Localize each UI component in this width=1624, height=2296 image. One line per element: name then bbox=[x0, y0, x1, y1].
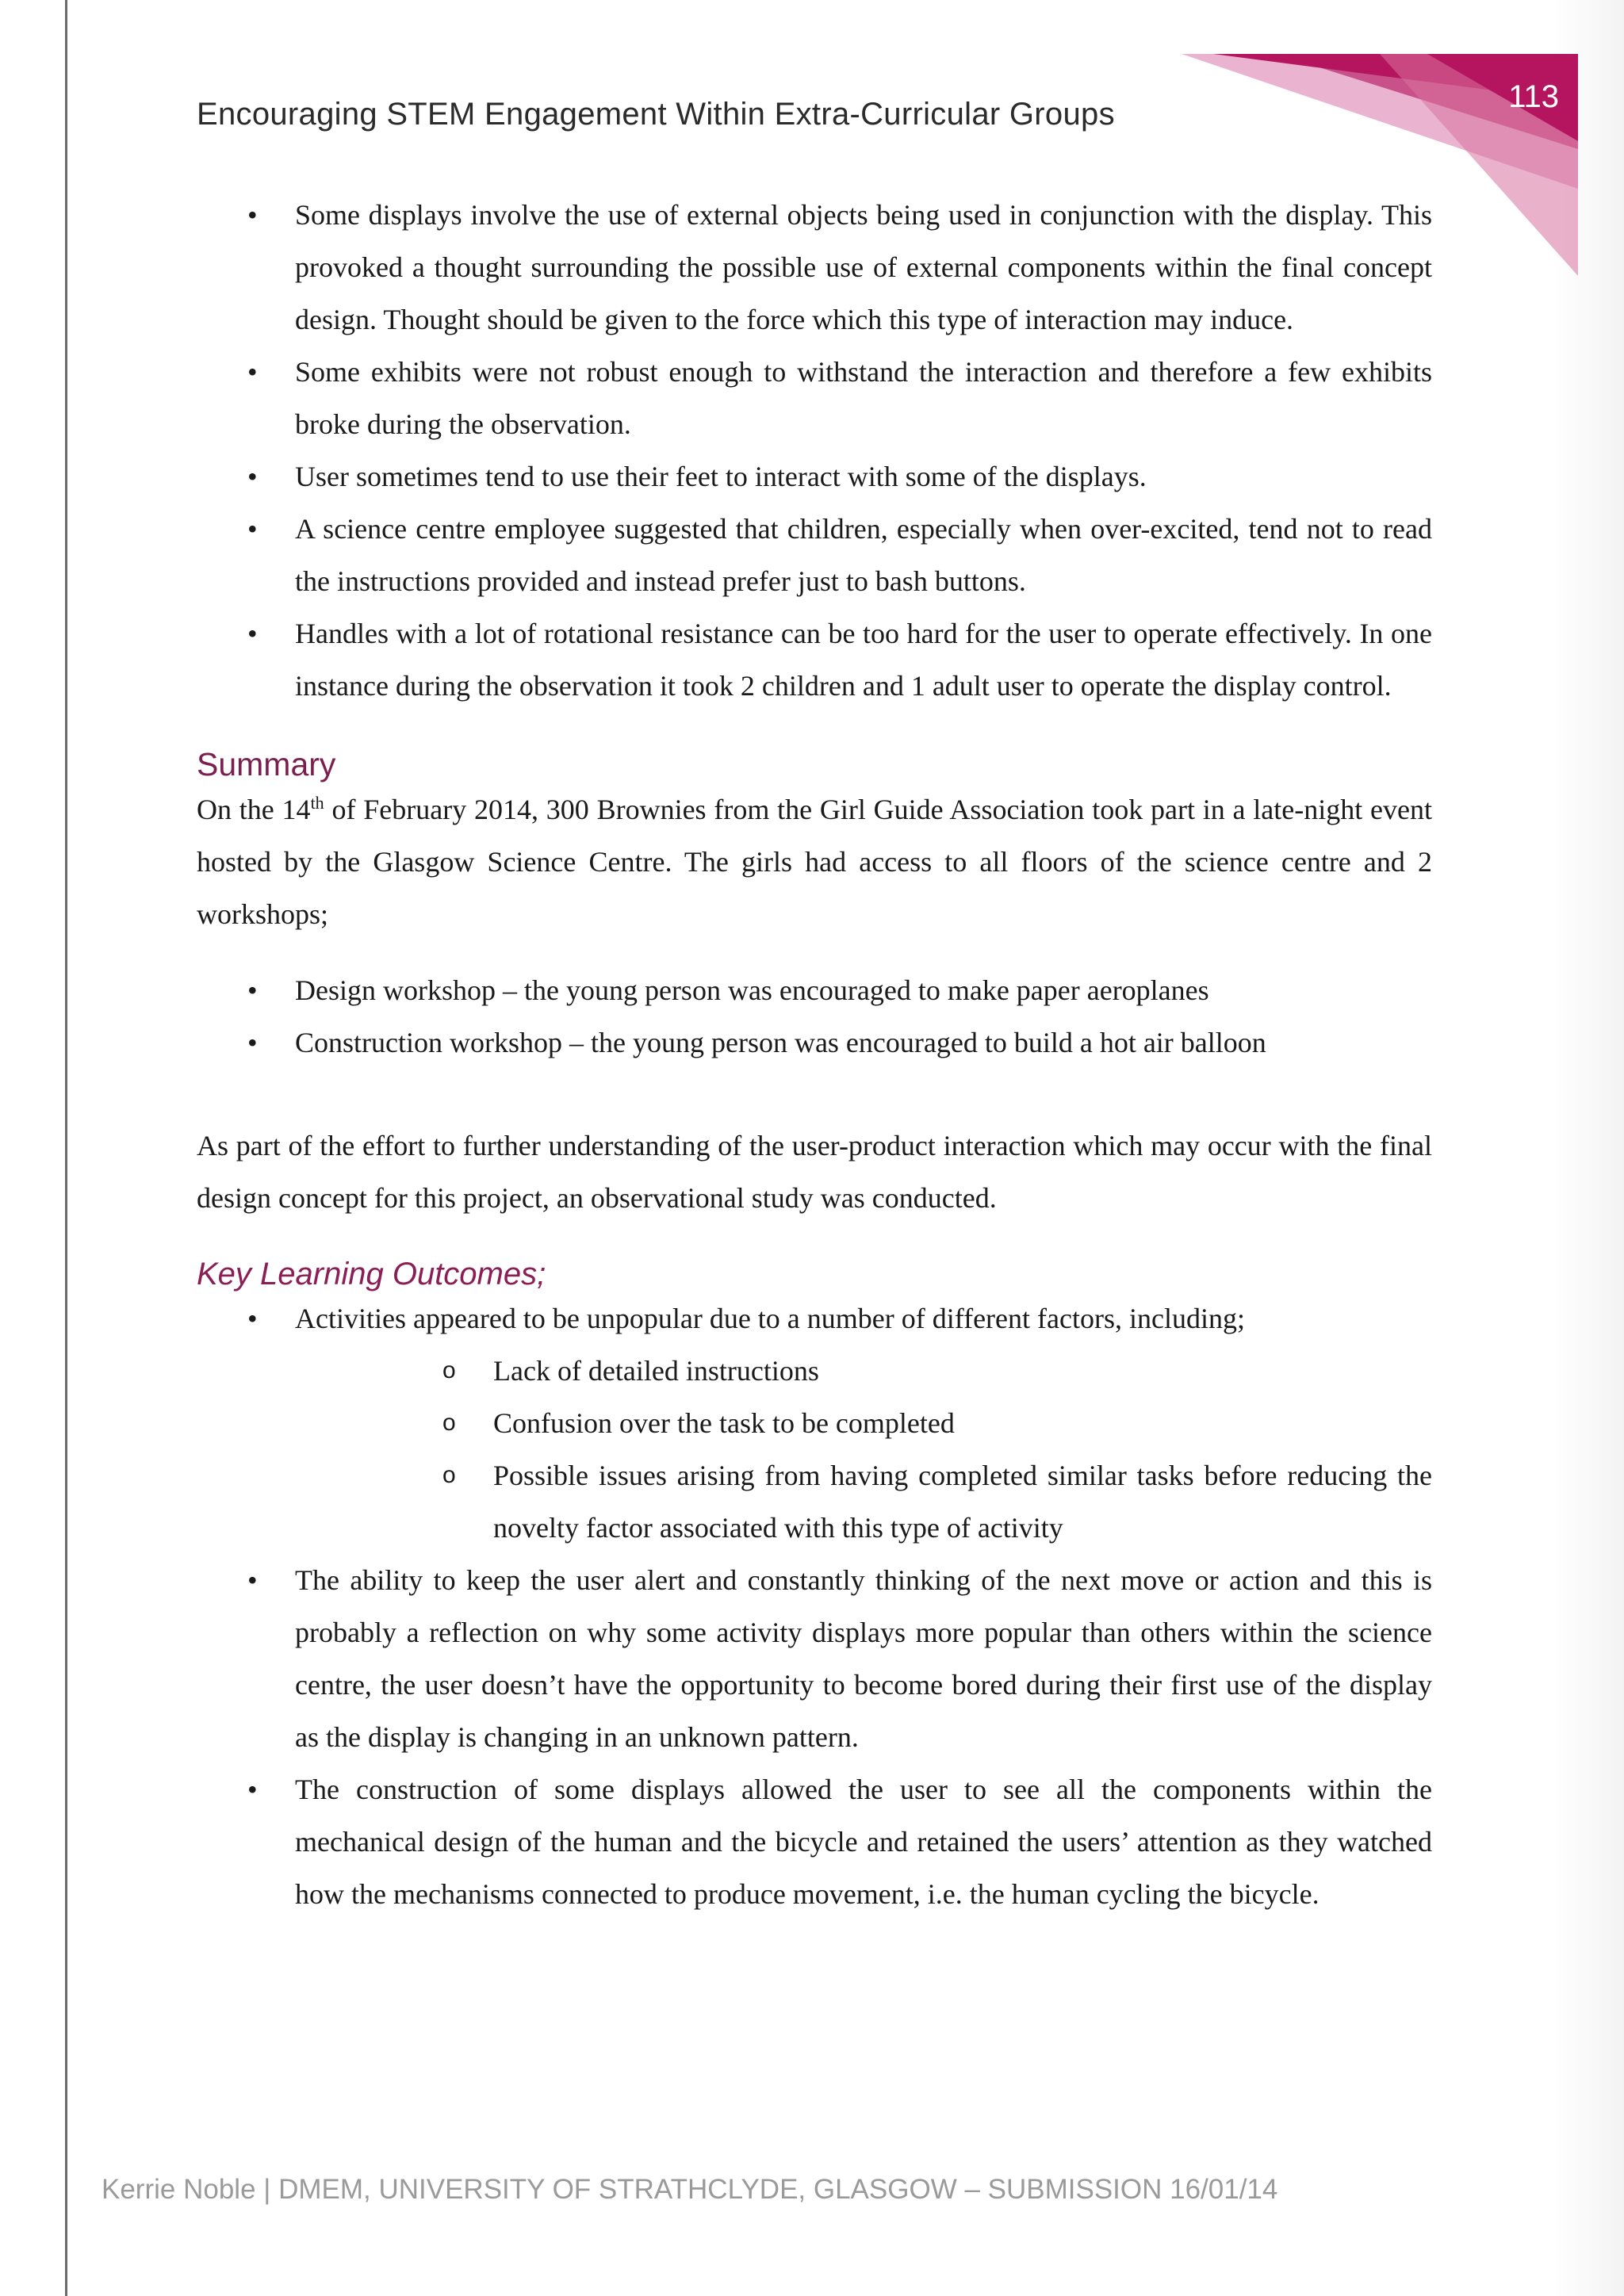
list-item: • User sometimes tend to use their feet to interact with some of the displays. bbox=[197, 450, 1432, 503]
study-paragraph: As part of the effort to further understanding of the user-product interaction which may occur with the final design concept for this project, an observational study was conducted. bbox=[197, 1130, 1432, 1214]
list-item bbox=[197, 1292, 1432, 1554]
ordinal-suffix: th bbox=[310, 793, 324, 813]
sub-list-item: o Lack of detailed instructions bbox=[295, 1345, 1432, 1397]
intro-text-rest: of February 2014, 300 Brownies from the Girl Guide Association took part in a late-night event hosted by the Glasgow Science Centre. The girls had access to all floors of the science centre and 2 workshops; bbox=[197, 794, 1433, 930]
list-item: • Construction workshop – the young person was encouraged to build a hot air balloon bbox=[197, 1016, 1432, 1069]
summary-intro-paragraph bbox=[197, 783, 1432, 940]
page-footer: Kerrie Noble | DMEM, UNIVERSITY OF STRATHCLYDE, GLASGOW – SUBMISSION 16/01/14 bbox=[102, 2174, 1278, 2205]
left-margin-rule bbox=[65, 0, 67, 2296]
sub-list-item: o Possible issues arising from having completed similar tasks before reducing the novelty factor associated with this type of activity bbox=[295, 1449, 1432, 1554]
observation-bullet-list bbox=[197, 189, 1432, 712]
list-item: • Handles with a lot of rotational resistance can be too hard for the user to operate effectively. In one instance during the observation it took 2 children and 1 adult user to operate the display control. bbox=[197, 607, 1432, 712]
key-learning-list bbox=[197, 1292, 1432, 1920]
intro-text-start: On the 14 bbox=[197, 794, 311, 825]
list-item: • The ability to keep the user alert and constantly thinking of the next move or action and this is probably a reflection on why some activity displays more popular than others within the science centre, the user doesn’t have the opportunity to become bored during their first use of the display as the display is changing in an unknown pattern. bbox=[197, 1554, 1432, 1763]
list-item: • Some displays involve the use of external objects being used in conjunction with the display. This provoked a thought surrounding the possible use of external components within the final concept design. Thought should be given to the force which this type of interaction may induce. bbox=[197, 189, 1432, 346]
summary-heading: Summary bbox=[197, 746, 336, 783]
list-item: • A science centre employee suggested that children, especially when over-excited, tend not to read the instructions provided and instead prefer just to bash buttons. bbox=[197, 503, 1432, 607]
running-header-title: Encouraging STEM Engagement Within Extra-Curricular Groups bbox=[197, 97, 1115, 132]
right-page-shading bbox=[1554, 0, 1624, 2296]
page-number: 113 bbox=[1508, 79, 1559, 114]
page-content bbox=[197, 189, 1432, 1920]
list-item: • Some exhibits were not robust enough to withstand the interaction and therefore a few exhibits broke during the observation. bbox=[197, 346, 1432, 450]
factor-sub-list bbox=[295, 1345, 1432, 1554]
list-item: • Design workshop – the young person was encouraged to make paper aeroplanes bbox=[197, 964, 1432, 1016]
key-learning-heading: Key Learning Outcomes; bbox=[197, 1257, 546, 1292]
list-item: • The construction of some displays allowed the user to see all the components within the mechanical design of the human and the bicycle and retained the users’ attention as they watched how the mechanisms connected to produce movement, i.e. the human cycling the bicycle. bbox=[197, 1763, 1432, 1920]
workshop-list bbox=[197, 964, 1432, 1069]
sub-list-item: o Confusion over the task to be completed bbox=[295, 1397, 1432, 1449]
list-item-text: Activities appeared to be unpopular due to a number of different factors, including; bbox=[295, 1303, 1245, 1334]
